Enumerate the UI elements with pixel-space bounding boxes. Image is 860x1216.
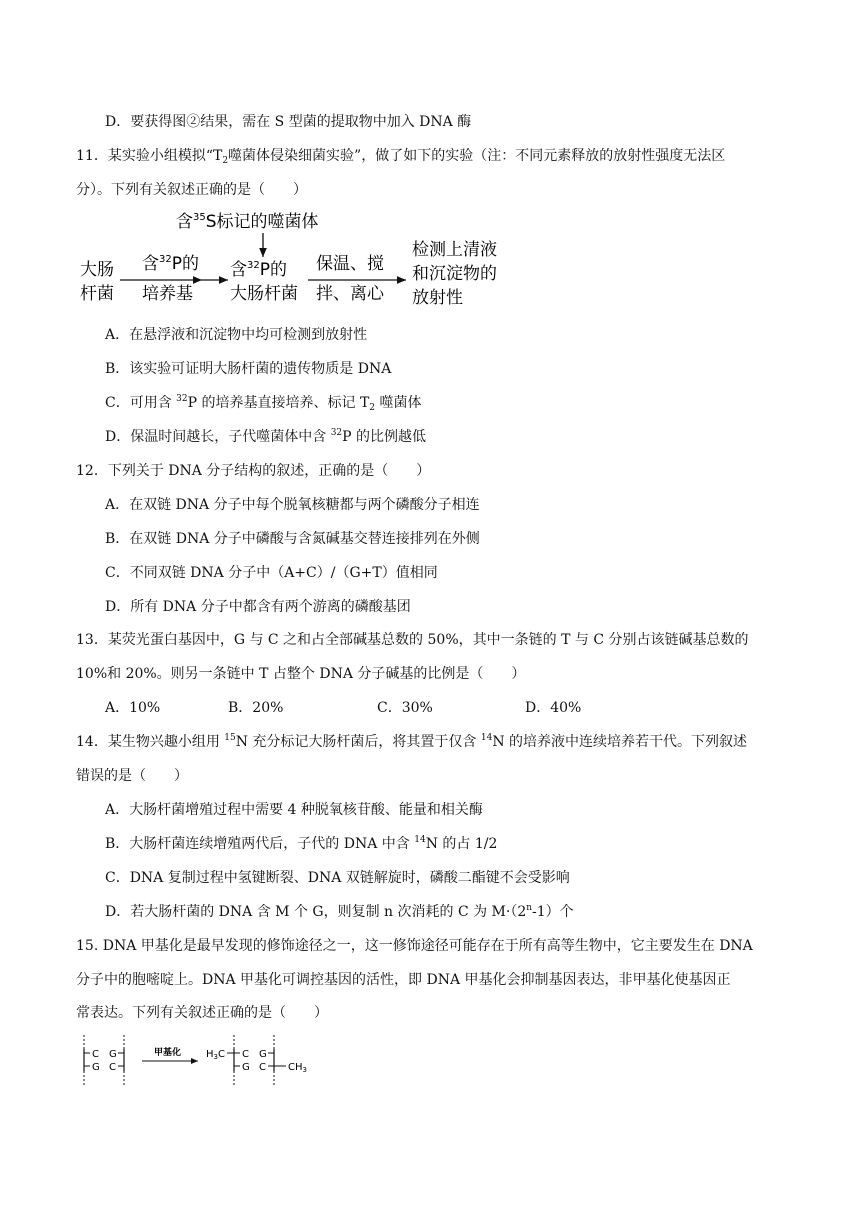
h3c-label: $H_3C$	[206, 1049, 225, 1061]
left-base-g-top: G	[109, 1049, 117, 1060]
q12-stem: 12．下列关于 DNA 分子结构的叙述，正确的是（ ）	[76, 463, 431, 479]
right-base-g-bottom: G	[242, 1062, 250, 1073]
q14-option-d: D．若大肠杆菌的 DNA 含 M 个 G，则复制 n 次消耗的 C 为 $M\cdot(2^n-1)$个	[105, 903, 574, 920]
q15-stem-line3: 常表达。下列有关叙述正确的是（ ）	[76, 1005, 328, 1021]
result-line1: 检测上清液	[412, 240, 497, 260]
q14-stem-line1: 14．某生物兴趣小组用 $^{15}$N 充分标记大肠杆菌后，将其置于仅含 $^{14}$N 的培养液中连续培养若干代。下列叙述	[76, 733, 748, 750]
q14-option-c: C．DNA 复制过程中氢键断裂、DNA 双链解旋时，磷酸二酯键不会受影响	[105, 870, 570, 886]
q11-option-c: C．可用含 $^{32}$P 的培养基直接培养、标记 $T_2$ 噬菌体	[105, 394, 422, 413]
right-base-g-top: G	[259, 1049, 267, 1060]
medium-label-below: 培养基	[142, 284, 193, 304]
q12-option-d: D．所有 DNA 分子中都含有两个游离的磷酸基团	[105, 599, 411, 615]
labeled-ecoli-line2: 大肠杆菌	[230, 284, 298, 304]
q13-option-b: B．20%	[228, 700, 284, 716]
q13-options	[105, 698, 725, 718]
q15-stem-line1: 15. DNA 甲基化是最早发现的修饰途径之一，这一修饰途径可能存在于所有高等生物中，它主要发生在 DNA	[76, 938, 753, 954]
right-base-c-top: C	[242, 1049, 249, 1060]
q11-stem-line2: 分）。下列有关叙述正确的是（ ）	[76, 182, 307, 198]
methylation-arrow-label: 甲基化	[154, 1048, 182, 1058]
left-base-g-bottom: G	[92, 1062, 100, 1073]
labeled-ecoli-line1: 含$^{32}$P的	[230, 260, 287, 280]
q14-stem-line2: 错误的是（ ）	[76, 768, 188, 784]
q11-experiment-diagram	[76, 205, 526, 317]
q10-option-d: D．要获得图②结果，需在 S 型菌的提取物中加入 DNA 酶	[105, 114, 472, 130]
result-line3: 放射性	[412, 288, 463, 308]
q11-stem-line1: 11．某实验小组模拟“$T_2$噬菌体侵染细菌实验”，做了如下的实验（注：不同元素释放的放射性强度无法区	[76, 148, 726, 166]
q11-option-a: A．在悬浮液和沉淀物中均可检测到放射性	[105, 327, 368, 343]
q13-stem-line2: 10%和 20%。则另一条链中 T 占整个 DNA 分子碱基的比例是（ ）	[76, 666, 526, 682]
left-base-c-bottom: C	[109, 1062, 116, 1073]
result-line2: 和沉淀物的	[412, 264, 497, 284]
q14-option-b: B．大肠杆菌连续增殖两代后，子代的 DNA 中含 $^{14}$N 的占 1/2	[105, 835, 498, 852]
q13-option-d: D．40%	[525, 700, 582, 716]
left-base-c-top: C	[92, 1049, 99, 1060]
q15-methylation-diagram	[78, 1033, 338, 1091]
process-label-above: 保温、搅	[316, 254, 384, 274]
q15-stem-line2: 分子中的胞嘧啶上。DNA 甲基化可调控基因的活性，即 DNA 甲基化会抑制基因表达，非甲基化使基因正	[76, 972, 731, 988]
q14-option-a: A．大肠杆菌增殖过程中需要 4 种脱氧核苷酸、能量和相关酶	[105, 802, 483, 818]
phage-label: 含$^{35}$S标记的噬菌体	[176, 212, 319, 232]
ch3-label: $CH_3$	[288, 1062, 307, 1074]
q11-option-d: D．保温时间越长，子代噬菌体中含 $^{32}$P 的比例越低	[105, 428, 427, 445]
q11-option-b: B．该实验可证明大肠杆菌的遗传物质是 DNA	[105, 361, 392, 377]
q12-option-a: A．在双链 DNA 分子中每个脱氧核糖都与两个磷酸分子相连	[105, 497, 480, 513]
medium-label-above: 含$^{32}$P的	[142, 254, 199, 274]
q13-option-a: A．10%	[105, 700, 161, 716]
q12-option-c: C．不同双链 DNA 分子中（A+C）/（G+T）值相同	[105, 565, 438, 581]
right-base-c-bottom: C	[259, 1062, 266, 1073]
ecoli-label-line2: 杆菌	[80, 284, 114, 304]
process-label-below: 拌、离心	[316, 284, 384, 304]
q13-stem-line1: 13．某荧光蛋白基因中，G 与 C 之和占全部碱基总数的 50%，其中一条链的 T 与 C 分别占该链碱基总数的	[76, 632, 749, 648]
q13-option-c: C．30%	[377, 700, 433, 716]
q12-option-b: B．在双链 DNA 分子中磷酸与含氮碱基交替连接排列在外侧	[105, 531, 480, 547]
ecoli-label-line1: 大肠	[80, 260, 114, 280]
